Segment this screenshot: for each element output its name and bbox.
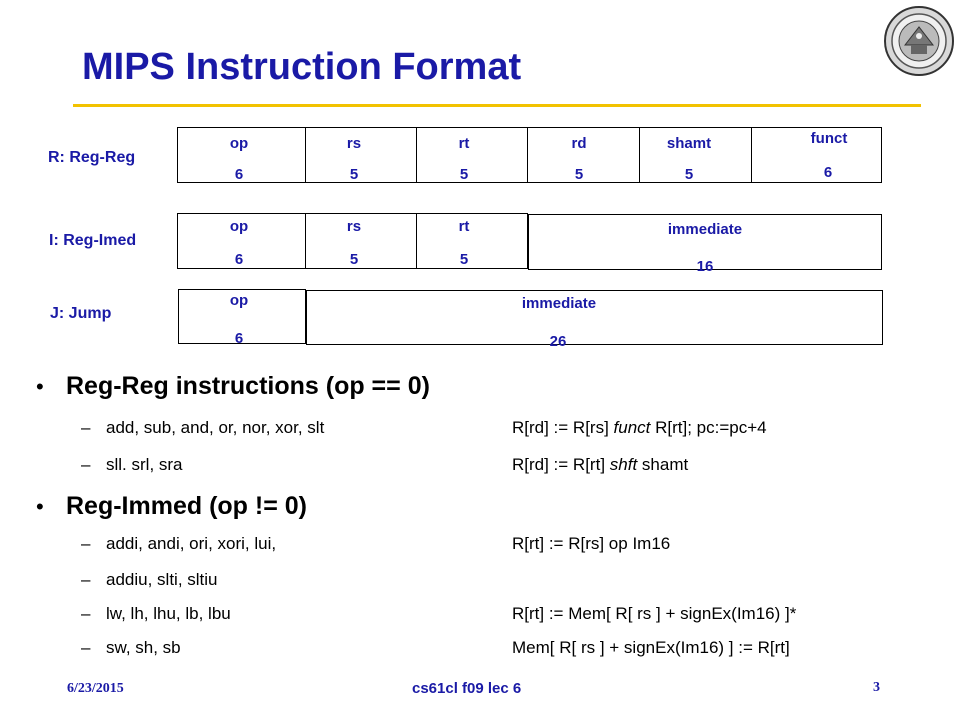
bullet-dot: •	[36, 374, 44, 399]
instr-list: addi, andi, ori, xori, lui,	[106, 534, 277, 553]
bullet-dot: •	[36, 494, 44, 519]
instr-list: sll. srl, sra	[106, 455, 183, 474]
sub-dash: –	[81, 604, 91, 623]
i-field-immediate-bits: 16	[696, 258, 714, 275]
instr-list: addiu, slti, sltiu	[106, 570, 218, 589]
title-underline	[73, 104, 921, 107]
format-label-i: I: Reg-Imed	[49, 232, 137, 249]
r-field-rs-name: rs	[346, 135, 362, 152]
r-field-shamt-bits: 5	[684, 166, 694, 183]
semantics: R[rt] := Mem[ R[ rs ] + signEx(Im16) ]*	[512, 604, 797, 623]
i-field-rs-name: rs	[346, 218, 362, 235]
sub-dash: –	[81, 455, 91, 474]
r-field-funct-name: funct	[810, 130, 848, 147]
instr-list: lw, lh, lhu, lb, lbu	[106, 604, 231, 623]
i-field-immediate-name: immediate	[667, 221, 743, 238]
r-field-op-bits: 6	[234, 166, 244, 183]
format-label-j: J: Jump	[50, 305, 112, 322]
r-field-funct-bits: 6	[823, 164, 833, 181]
page-number: 3	[873, 680, 880, 695]
j-field-immediate-bits: 26	[549, 333, 567, 350]
i-field-op-bits: 6	[234, 251, 244, 268]
r-field-op-name: op	[229, 135, 249, 152]
sub-dash: –	[81, 418, 91, 437]
r-field-shamt-name: shamt	[666, 135, 712, 152]
sub-dash: –	[81, 534, 91, 553]
semantics: R[rd] := R[rt] shft shamt	[512, 455, 689, 474]
footer-course: cs61cl f09 lec 6	[412, 680, 522, 697]
j-field-op-name: op	[229, 292, 249, 309]
i-field-op-name: op	[229, 218, 249, 235]
r-field-rd-name: rd	[571, 135, 587, 152]
footer-date: 6/23/2015	[67, 681, 124, 696]
i-field-rt-name: rt	[458, 218, 470, 235]
i-field-rt-bits: 5	[459, 251, 469, 268]
format-label-r: R: Reg-Reg	[48, 149, 136, 166]
i-field-rs-bits: 5	[349, 251, 359, 268]
r-field-rt-bits: 5	[459, 166, 469, 183]
instr-list: sw, sh, sb	[106, 638, 181, 657]
j-field-immediate-name: immediate	[521, 295, 597, 312]
bullet-heading-reg-immed: Reg-Immed (op != 0)	[66, 492, 307, 520]
university-seal-icon	[883, 5, 955, 77]
semantics: R[rt] := R[rs] op Im16	[512, 534, 671, 553]
sub-dash: –	[81, 638, 91, 657]
instr-list: add, sub, and, or, nor, xor, slt	[106, 418, 325, 437]
r-field-rs-bits: 5	[349, 166, 359, 183]
semantics: Mem[ R[ rs ] + signEx(Im16) ] := R[rt]	[512, 638, 790, 657]
j-field-op-bits: 6	[234, 330, 244, 347]
r-field-rd-bits: 5	[574, 166, 584, 183]
slide-title: MIPS Instruction Format	[82, 46, 522, 88]
semantics: R[rd] := R[rs] funct R[rt]; pc:=pc+4	[512, 418, 767, 437]
r-field-rt-name: rt	[458, 135, 470, 152]
bullet-heading-reg-reg: Reg-Reg instructions (op == 0)	[66, 372, 430, 400]
sub-dash: –	[81, 570, 91, 589]
